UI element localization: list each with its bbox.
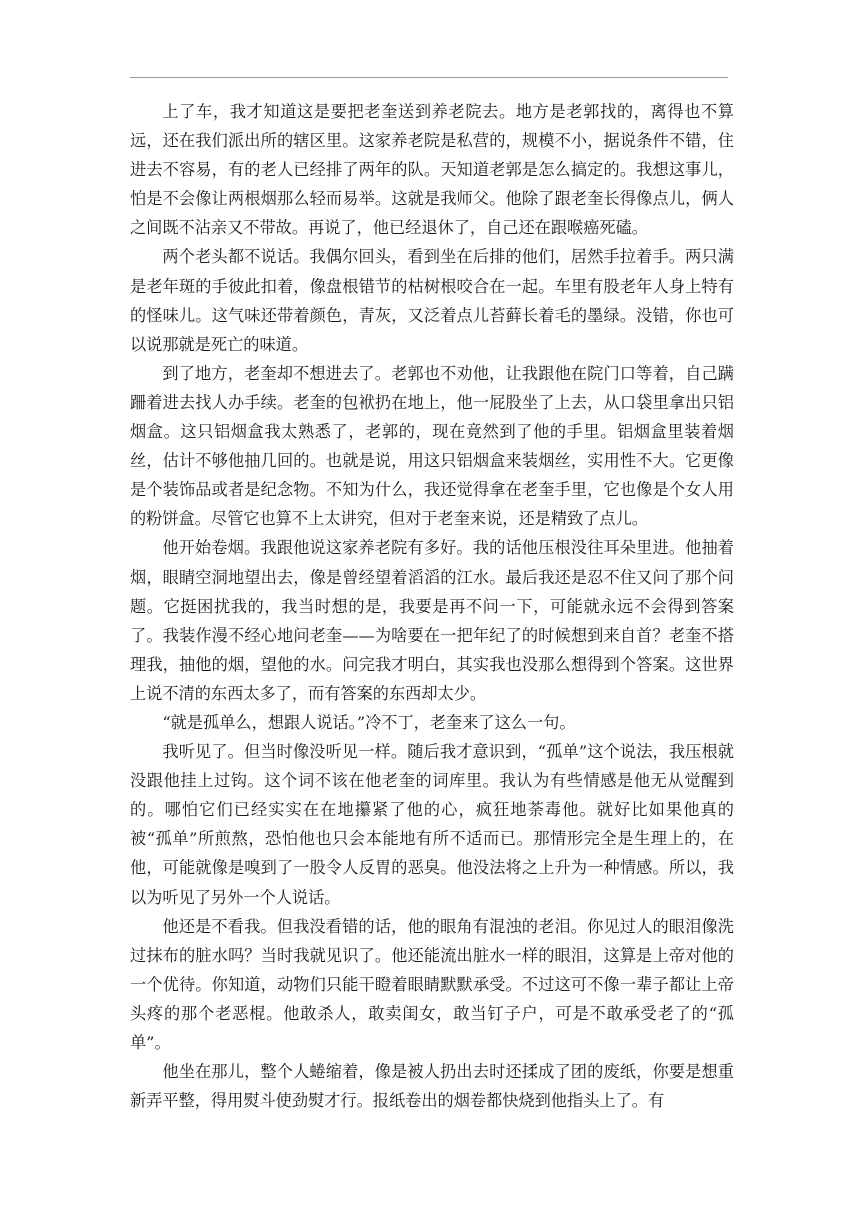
- paragraph: 两个老头都不说话。我偶尔回头，看到坐在后排的他们，居然手拉着手。两只满是老年斑的手彼此扣着，像盘根错节的枯树根咬合在一起。车里有股老年人身上特有的怪味儿。这气味还带着颜色，青灰，又泛着点儿苔藓长着毛的墨绿。没错，你也可以说那就是死亡的味道。: [130, 247, 734, 354]
- paragraph: 他坐在那儿，整个人蜷缩着，像是被人扔出去时还揉成了团的废纸，你要是想重新弄平整，得用熨斗使劲熨才行。报纸卷出的烟卷都快烧到他指头上了。有: [130, 1062, 734, 1111]
- body-text: [130, 97, 734, 1115]
- paragraph: 上了车，我才知道这是要把老奎送到养老院去。地方是老郭找的，离得也不算远，还在我们派出所的辖区里。这家养老院是私营的，规模不小，据说条件不错，住进去不容易，有的老人已经排了两年的队。天知道老郭是怎么搞定的。我想这事儿，怕是不会像让两根烟那么轻而易举。这就是我师父。他除了跟老奎长得像点儿，俩人之间既不沾亲又不带故。再说了，他已经退休了，自己还在跟喉癌死磕。: [130, 102, 734, 238]
- paragraph: 他开始卷烟。我跟他说这家养老院有多好。我的话他压根没往耳朵里进。他抽着烟，眼睛空洞地望出去，像是曾经望着滔滔的江水。最后我还是忍不住又问了那个问题。它挺困扰我的，我当时想的是，我要是再不问一下，可能就永远不会得到答案了。我装作漫不经心地问老奎——为啥要在一把年纪了的时候想到来自首？老奎不搭理我，抽他的烟，望他的水。问完我才明白，其实我也没那么想得到个答案。这世界上说不清的东西太多了，而有答案的东西却太少。: [130, 538, 734, 703]
- paragraph: 他还是不看我。但我没看错的话，他的眼角有混浊的老泪。你见过人的眼泪像洗过抹布的脏水吗？当时我就见识了。他还能流出脏水一样的眼泪，这算是上帝对他的一个优待。你知道，动物们只能干瞪着眼睛默默承受。不过这可不像一辈子都让上帝头疼的那个老恶棍。他敢杀人，敢卖闺女，敢当钉子户，可是不敢承受老了的“孤单”。: [130, 916, 734, 1052]
- paragraph: “就是孤单么，想跟人说话。”冷不丁，老奎来了这么一句。: [162, 712, 576, 732]
- header-rule: [130, 77, 728, 78]
- paragraph: 到了地方，老奎却不想进去了。老郭也不劝他，让我跟他在院门口等着，自己蹒跚着进去找人办手续。老奎的包袱扔在地上，他一屁股坐了上去，从口袋里拿出只铝烟盒。这只铝烟盒我太熟悉了，老郭的，现在竟然到了他的手里。铝烟盒里装着烟丝，估计不够他抽几回的。也就是说，用这只铝烟盒来装烟丝，实用性不大。它更像是个装饰品或者是纪念物。不知为什么，我还觉得拿在老奎手里，它也像是个女人用的粉饼盒。尽管它也算不上太讲究，但对于老奎来说，还是精致了点儿。: [130, 363, 734, 529]
- paragraph: 我听见了。但当时像没听见一样。随后我才意识到，“孤单”这个说法，我压根就没跟他挂上过钩。这个词不该在他老奎的词库里。我认为有些情感是他无从觉醒到的。哪怕它们已经实实在在地攥紧了他的心，疯狂地荼毒他。就好比如果他真的被“孤单”所煎熬，恐怕他也只会本能地有所不适而已。那情形完全是生理上的，在他，可能就像是嗅到了一股令人反胃的恶臭。他没法将之上升为一种情感。所以，我以为听见了另外一个人说话。: [130, 742, 734, 907]
